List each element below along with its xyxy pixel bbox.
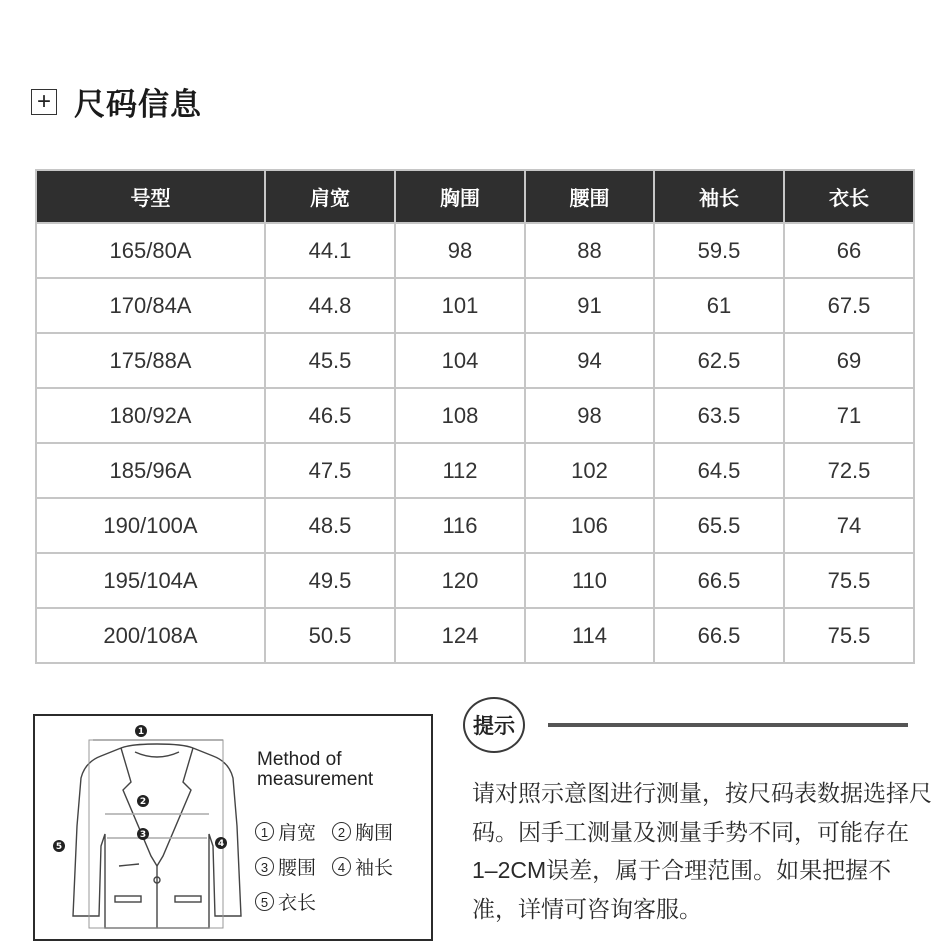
table-cell: 88 xyxy=(525,223,654,278)
table-cell: 114 xyxy=(525,608,654,663)
table-row xyxy=(36,498,914,553)
measurement-diagram xyxy=(33,714,433,941)
table-cell: 106 xyxy=(525,498,654,553)
circled-number: 5 xyxy=(255,892,274,911)
legend-item xyxy=(255,818,316,845)
table-cell: 91 xyxy=(525,278,654,333)
table-row xyxy=(36,278,914,333)
size-table xyxy=(35,169,915,664)
table-cell: 112 xyxy=(395,443,525,498)
table-row xyxy=(36,333,914,388)
table-header-row xyxy=(36,170,914,223)
legend-item xyxy=(255,853,316,880)
table-row xyxy=(36,553,914,608)
svg-text:3: 3 xyxy=(139,830,147,840)
table-cell: 50.5 xyxy=(265,608,395,663)
header-cell: 胸围 xyxy=(395,170,525,223)
table-cell: 69 xyxy=(784,333,914,388)
table-cell: 98 xyxy=(525,388,654,443)
table-cell: 45.5 xyxy=(265,333,395,388)
header-cell: 腰围 xyxy=(525,170,654,223)
section-header xyxy=(31,79,202,124)
table-cell: 59.5 xyxy=(654,223,784,278)
circled-number: 4 xyxy=(332,857,351,876)
method-line1: Method of xyxy=(257,749,342,770)
circled-number: 1 xyxy=(255,822,274,841)
tip-divider xyxy=(548,723,908,727)
table-row xyxy=(36,388,914,443)
legend-item xyxy=(255,888,316,915)
legend-row-1 xyxy=(255,818,409,845)
tip-badge: 提示 xyxy=(463,697,525,753)
legend-label: 腰围 xyxy=(278,858,317,879)
legend-label: 肩宽 xyxy=(278,823,317,844)
table-cell: 101 xyxy=(395,278,525,333)
table-cell: 185/96A xyxy=(36,443,265,498)
header-cell: 袖长 xyxy=(654,170,784,223)
table-cell: 75.5 xyxy=(784,608,914,663)
table-cell: 75.5 xyxy=(784,553,914,608)
table-cell: 74 xyxy=(784,498,914,553)
legend-row-3 xyxy=(255,888,332,915)
table-cell: 47.5 xyxy=(265,443,395,498)
table-cell: 165/80A xyxy=(36,223,265,278)
legend-label: 袖长 xyxy=(355,858,394,879)
table-cell: 71 xyxy=(784,388,914,443)
table-cell: 116 xyxy=(395,498,525,553)
table-cell: 62.5 xyxy=(654,333,784,388)
table-cell: 72.5 xyxy=(784,443,914,498)
table-cell: 64.5 xyxy=(654,443,784,498)
table-cell: 63.5 xyxy=(654,388,784,443)
table-cell: 195/104A xyxy=(36,553,265,608)
legend-item xyxy=(332,818,393,845)
legend-label: 衣长 xyxy=(278,893,317,914)
table-cell: 61 xyxy=(654,278,784,333)
table-cell: 175/88A xyxy=(36,333,265,388)
method-line2: measurement xyxy=(257,769,374,790)
table-cell: 66.5 xyxy=(654,553,784,608)
table-row xyxy=(36,223,914,278)
table-cell: 102 xyxy=(525,443,654,498)
svg-text:1: 1 xyxy=(137,727,145,737)
table-cell: 49.5 xyxy=(265,553,395,608)
method-caption xyxy=(257,750,373,790)
expand-icon[interactable]: + xyxy=(31,89,57,115)
table-cell: 120 xyxy=(395,553,525,608)
table-cell: 46.5 xyxy=(265,388,395,443)
header-cell: 衣长 xyxy=(784,170,914,223)
svg-text:5: 5 xyxy=(55,842,63,852)
table-cell: 66 xyxy=(784,223,914,278)
table-cell: 104 xyxy=(395,333,525,388)
table-cell: 48.5 xyxy=(265,498,395,553)
table-cell: 180/92A xyxy=(36,388,265,443)
table-cell: 200/108A xyxy=(36,608,265,663)
legend-row-2 xyxy=(255,853,409,880)
table-cell: 124 xyxy=(395,608,525,663)
table-cell: 170/84A xyxy=(36,278,265,333)
svg-text:4: 4 xyxy=(217,839,225,849)
table-cell: 44.8 xyxy=(265,278,395,333)
table-row xyxy=(36,608,914,663)
table-cell: 44.1 xyxy=(265,223,395,278)
table-cell: 66.5 xyxy=(654,608,784,663)
table-row xyxy=(36,443,914,498)
header-cell: 号型 xyxy=(36,170,265,223)
svg-text:2: 2 xyxy=(139,797,147,807)
table-cell: 98 xyxy=(395,223,525,278)
circled-number: 3 xyxy=(255,857,274,876)
legend-label: 胸围 xyxy=(355,823,394,844)
legend-item xyxy=(332,853,393,880)
table-cell: 110 xyxy=(525,553,654,608)
circled-number: 2 xyxy=(332,822,351,841)
table-cell: 94 xyxy=(525,333,654,388)
table-cell: 65.5 xyxy=(654,498,784,553)
header-cell: 肩宽 xyxy=(265,170,395,223)
table-cell: 67.5 xyxy=(784,278,914,333)
table-cell: 190/100A xyxy=(36,498,265,553)
section-title: 尺码信息 xyxy=(74,87,202,122)
table-cell: 108 xyxy=(395,388,525,443)
tip-text: 请对照示意图进行测量，按尺码表数据选择尺码。因手工测量及测量手势不同，可能存在1–2CM误差，属于合理范围。如果把握不准，详情可咨询客服。 xyxy=(472,780,932,922)
